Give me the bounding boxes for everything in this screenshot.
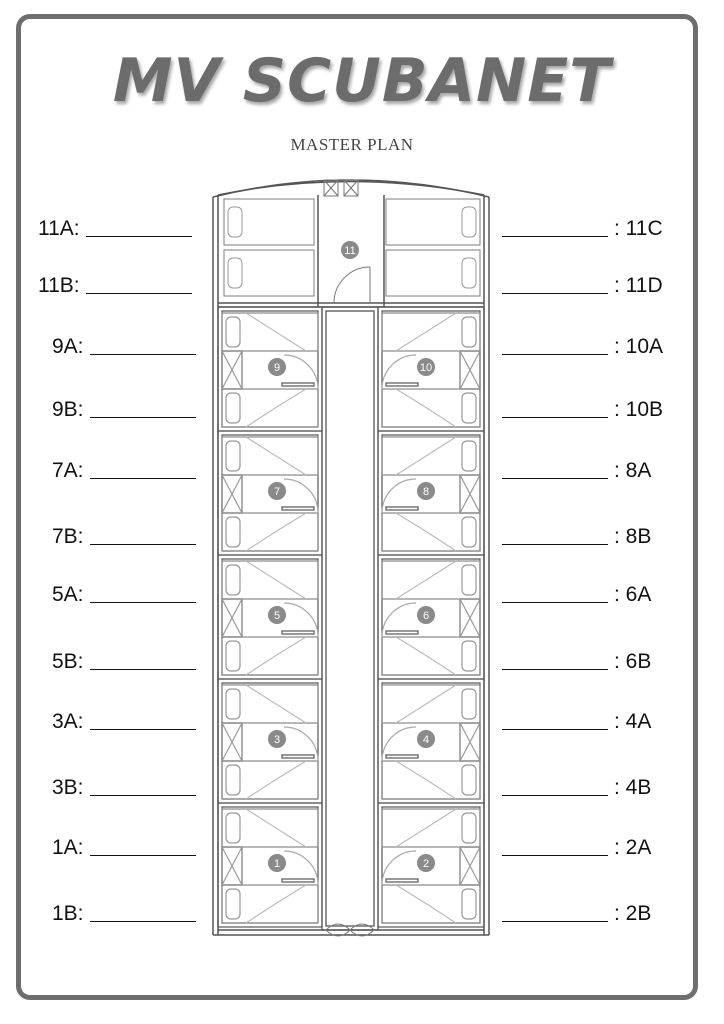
pillow	[462, 565, 476, 595]
berth-name: 1B:	[52, 902, 84, 925]
berth-name: 7A:	[52, 459, 84, 482]
berth-name: : 10A	[614, 335, 664, 358]
bunk-curve	[396, 809, 456, 847]
bunk	[382, 685, 480, 723]
bunk-curve	[396, 561, 456, 599]
bunk-curve	[396, 761, 456, 799]
bunk-curve	[396, 513, 456, 551]
bunk	[222, 313, 318, 351]
berth-name: : 8B	[614, 525, 652, 548]
pillow	[462, 317, 476, 347]
bunk-curve	[396, 637, 456, 675]
door-arc	[382, 727, 416, 761]
bunk	[382, 513, 480, 551]
bunk-curve	[246, 637, 306, 675]
bunk	[222, 809, 318, 847]
bunk-curve	[246, 685, 306, 723]
bunk-curve	[396, 313, 456, 351]
cabin-number: 5	[273, 610, 281, 622]
berth-name: : 6A	[614, 583, 652, 606]
pillow	[226, 689, 240, 719]
pillow	[226, 517, 240, 547]
bunk	[382, 389, 480, 427]
cabin-number: 11	[344, 245, 356, 257]
door-arc	[284, 603, 318, 637]
pillow	[226, 641, 240, 671]
bunk-curve	[246, 313, 306, 351]
pillow	[462, 207, 476, 237]
door-arc	[284, 479, 318, 513]
cabin-number: 9	[273, 362, 281, 374]
berth-name: : 11C	[614, 217, 663, 240]
berth-name: : 11D	[614, 274, 663, 297]
bunk-curve	[246, 389, 306, 427]
bunk	[222, 685, 318, 723]
bunk-curve	[246, 561, 306, 599]
berth-name: 3A:	[52, 710, 84, 733]
bunk-curve	[246, 885, 306, 923]
pillow	[462, 765, 476, 795]
page-title: MV SCUBANET	[112, 46, 612, 116]
bunk	[222, 885, 318, 923]
door-arc	[382, 603, 416, 637]
pillow	[462, 441, 476, 471]
berth-name: : 8A	[614, 459, 652, 482]
berth-name: : 6B	[614, 650, 652, 673]
pillow	[226, 889, 240, 919]
corridor	[322, 307, 378, 930]
berth-name: 11A:	[38, 217, 80, 240]
bunk	[222, 761, 318, 799]
pillow	[462, 258, 476, 288]
bunk-curve	[396, 685, 456, 723]
bunk	[382, 761, 480, 799]
berth-name: 11B:	[38, 274, 80, 297]
berth-name: 5A:	[52, 583, 84, 606]
door-sill	[386, 755, 418, 758]
bunk-curve	[396, 389, 456, 427]
pillow	[226, 813, 240, 843]
berth-name: 9B:	[52, 398, 84, 421]
berth-name: 5B:	[52, 650, 84, 673]
cabin-group	[218, 307, 484, 927]
bunk-curve	[246, 761, 306, 799]
pillow	[462, 641, 476, 671]
pillow	[226, 393, 240, 423]
bunk	[382, 885, 480, 923]
bunk	[386, 199, 480, 245]
bunk	[222, 389, 318, 427]
door-arc	[382, 479, 416, 513]
bunk-curve	[396, 885, 456, 923]
cabin-number: 6	[422, 610, 430, 622]
cabin-number: 8	[422, 486, 430, 498]
bunk	[382, 313, 480, 351]
door-sill	[386, 879, 418, 882]
pillow	[226, 565, 240, 595]
cabin-number-badges	[268, 241, 435, 872]
bunk-curve	[246, 437, 306, 475]
berth-name: : 2A	[614, 836, 652, 859]
door-arc	[382, 851, 416, 885]
berth-name: 7B:	[52, 525, 84, 548]
pillow	[228, 207, 242, 237]
berth-name: 9A:	[52, 335, 84, 358]
pillow	[462, 517, 476, 547]
bunk	[382, 809, 480, 847]
bunk-curve	[246, 513, 306, 551]
cabin-number: 4	[422, 734, 430, 746]
door-sill	[282, 755, 314, 758]
cabin-number: 10	[419, 362, 433, 374]
berth-name: 3B:	[52, 776, 84, 799]
bunk	[224, 199, 314, 245]
hull-outline	[213, 180, 489, 935]
bunk	[222, 437, 318, 475]
berth-name: : 4B	[614, 776, 652, 799]
bunk	[222, 513, 318, 551]
door-arc	[284, 851, 318, 885]
cabin-number: 3	[273, 734, 281, 746]
berth-name: : 4A	[614, 710, 652, 733]
cabin-number: 2	[422, 858, 430, 870]
bunk	[382, 637, 480, 675]
door-arc	[284, 727, 318, 761]
berth-name: : 10B	[614, 398, 664, 421]
bunk	[222, 561, 318, 599]
door-sill	[282, 879, 314, 882]
pillow	[226, 765, 240, 795]
berth-name: : 2B	[614, 902, 652, 925]
bunk	[382, 437, 480, 475]
door-sill	[282, 507, 314, 510]
door-sill	[282, 383, 314, 386]
pillow	[462, 889, 476, 919]
door-sill	[386, 383, 418, 386]
pillow	[462, 813, 476, 843]
pillow	[226, 317, 240, 347]
door-arc	[284, 355, 318, 389]
door-sill	[282, 631, 314, 634]
bunk	[382, 561, 480, 599]
bunk-curve	[396, 437, 456, 475]
plan-subtitle: MASTER PLAN	[290, 135, 414, 154]
forward-cabin-detail	[324, 180, 370, 303]
pillow	[462, 689, 476, 719]
berth-name: 1A:	[52, 836, 84, 859]
pillow	[226, 441, 240, 471]
bunk	[224, 250, 314, 296]
pillow	[462, 393, 476, 423]
bunk	[222, 637, 318, 675]
bunk-curve	[246, 809, 306, 847]
cabin-number: 7	[273, 486, 281, 498]
door-sill	[386, 631, 418, 634]
pillow	[228, 258, 242, 288]
bunk	[386, 250, 480, 296]
cabin-number: 1	[273, 858, 281, 870]
door-arc	[382, 355, 416, 389]
door-sill	[386, 507, 418, 510]
